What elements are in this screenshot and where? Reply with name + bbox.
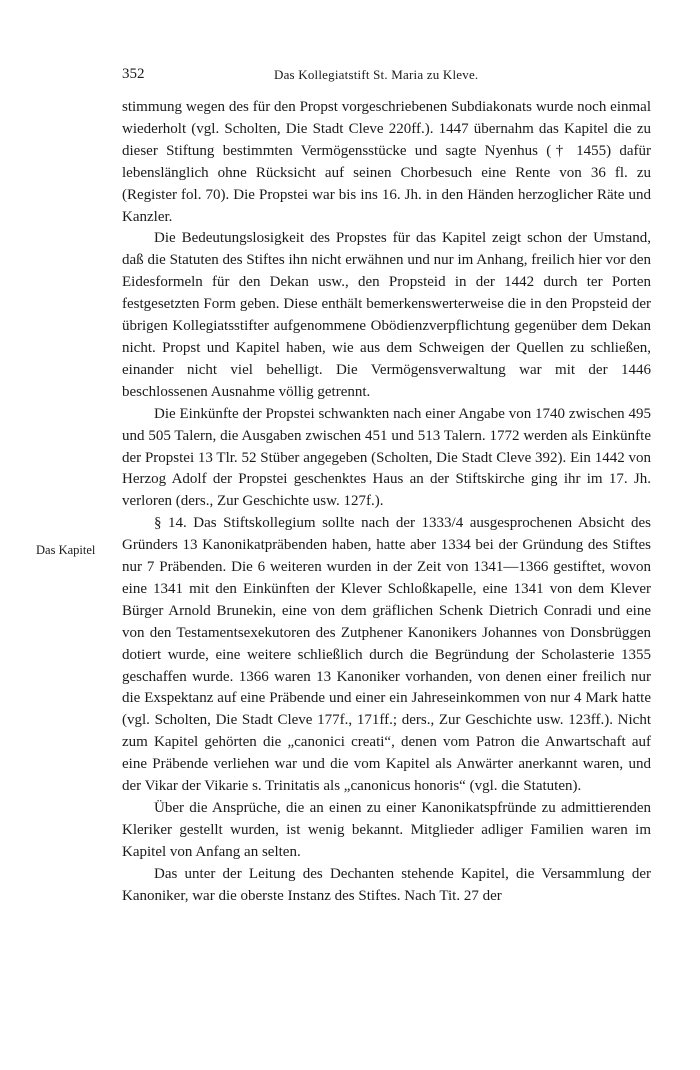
paragraph: Die Einkünfte der Propstei schwankten nach einer Angabe von 1740 zwischen 495 und 505 Talern, die Ausgaben zwischen 451 und 513 Talern. 1772 werden als Einkünfte der Propstei 13 Tlr. 52 Stüber angegeben (Scholten, Die Stadt Cleve 392). Ein 1442 von Herzog Adolf der Propstei geschenktes Haus an der Stiftskirche ging ihr im 17. Jh. verloren (ders., Zur Geschichte usw. 127f.).: [122, 405, 651, 510]
paragraph: stimmung wegen des für den Propst vorgeschriebenen Subdiakonats wurde noch einmal wiederholt (vgl. Scholten, Die Stadt Cleve 220ff.). 1447 übernahm das Kapitel die zu dieser Stiftung bestimmten Vermögensstücke und sagte Nyenhus († 1455) dafür lebenslänglich ohne Rücksicht auf seinen Chorbesuch eine Rente von 36 fl. zu (Register fol. 70). Die Propstei war bis ins 16. Jh. in den Händen herzoglicher Räte und Kanzler.: [122, 99, 651, 225]
paragraph: Das unter der Leitung des Dechanten stehende Kapitel, die Versammlung der Kanoniker, war die oberste Instanz des Stiftes. Nach Tit. 27 der: [122, 865, 651, 904]
running-title: Das Kollegiatstift St. Maria zu Kleve.: [274, 67, 479, 82]
paragraph: § 14. Das Stiftskollegium sollte nach der 1333/4 ausgesprochenen Absicht des Gründers 13 Kanonikatpräbenden haben, hatte aber 1334 bei der Gründung des Stiftes nur 7 Präbenden. Die 6 weiteren wurden in der Zeit von 1341—1366 gestiftet, wovon eine 1341 mit den Einkünften der Klever Schloßkapelle, eine 1341 von dem Klever Bürger Arnold Brunekin, eine von dem gräflichen Schenk Dietrich Conradi und eine von den Testamentsexekutoren des Zutphener Kanonikers Johannes von Donsbrüggen dotiert wurde, eine weitere schließlich durch die Begründung der Scholasterie 1355 geschaffen wurde. 1366 waren 13 Kanoniker vorhanden, von denen einer freilich nur die Exspektanz auf eine Präbende und einer ein Jahreseinkommen von nur 4 Mark hatte (vgl. Scholten, Die Stadt Cleve 177f., 171ff.; ders., Zur Geschichte usw. 123ff.). Nicht zum Kapitel gehörten die „canonici creati“, denen vom Patron die Anwartschaft auf eine Präbende verliehen war und die vom Kapitel als Anwärter anerkannt waren, und der Vikar der Vikarie s. Trinitatis als „canonicus honoris“ (vgl. die Statuten).: [122, 515, 651, 795]
page-header: [122, 66, 651, 86]
body-text: [122, 97, 651, 908]
margin-note: Das Kapitel: [36, 543, 96, 557]
paragraph: Über die Ansprüche, die an einen zu einer Kanonikatspfründe zu admittierenden Kleriker gestellt wurden, ist wenig bekannt. Mitglieder adliger Familien waren im Kapitel von Anfang an selten.: [122, 800, 651, 860]
paragraph: Die Bedeutungslosigkeit des Propstes für das Kapitel zeigt schon der Umstand, daß die Statuten des Stiftes ihn nicht erwähnen und nur im Anhang, freilich hier vor den Eidesformeln für den Dekan usw., den Propsteid in der 1442 durch ter Porten festgesetzten Form geben. Diese enthält bemerkenswerterweise die in den Propsteid der übrigen Kollegiatsstifter aufgenommene Obödienzverpflichtung gegenüber dem Dekan nicht. Propst und Kapitel haben, wie aus dem Schweigen der Quellen zu schließen, einander nicht viel behelligt. Die Vermögensverwaltung war mit der 1446 beschlossenen Ausnahme völlig getrennt.: [122, 230, 651, 400]
page-number: 352: [122, 66, 145, 82]
